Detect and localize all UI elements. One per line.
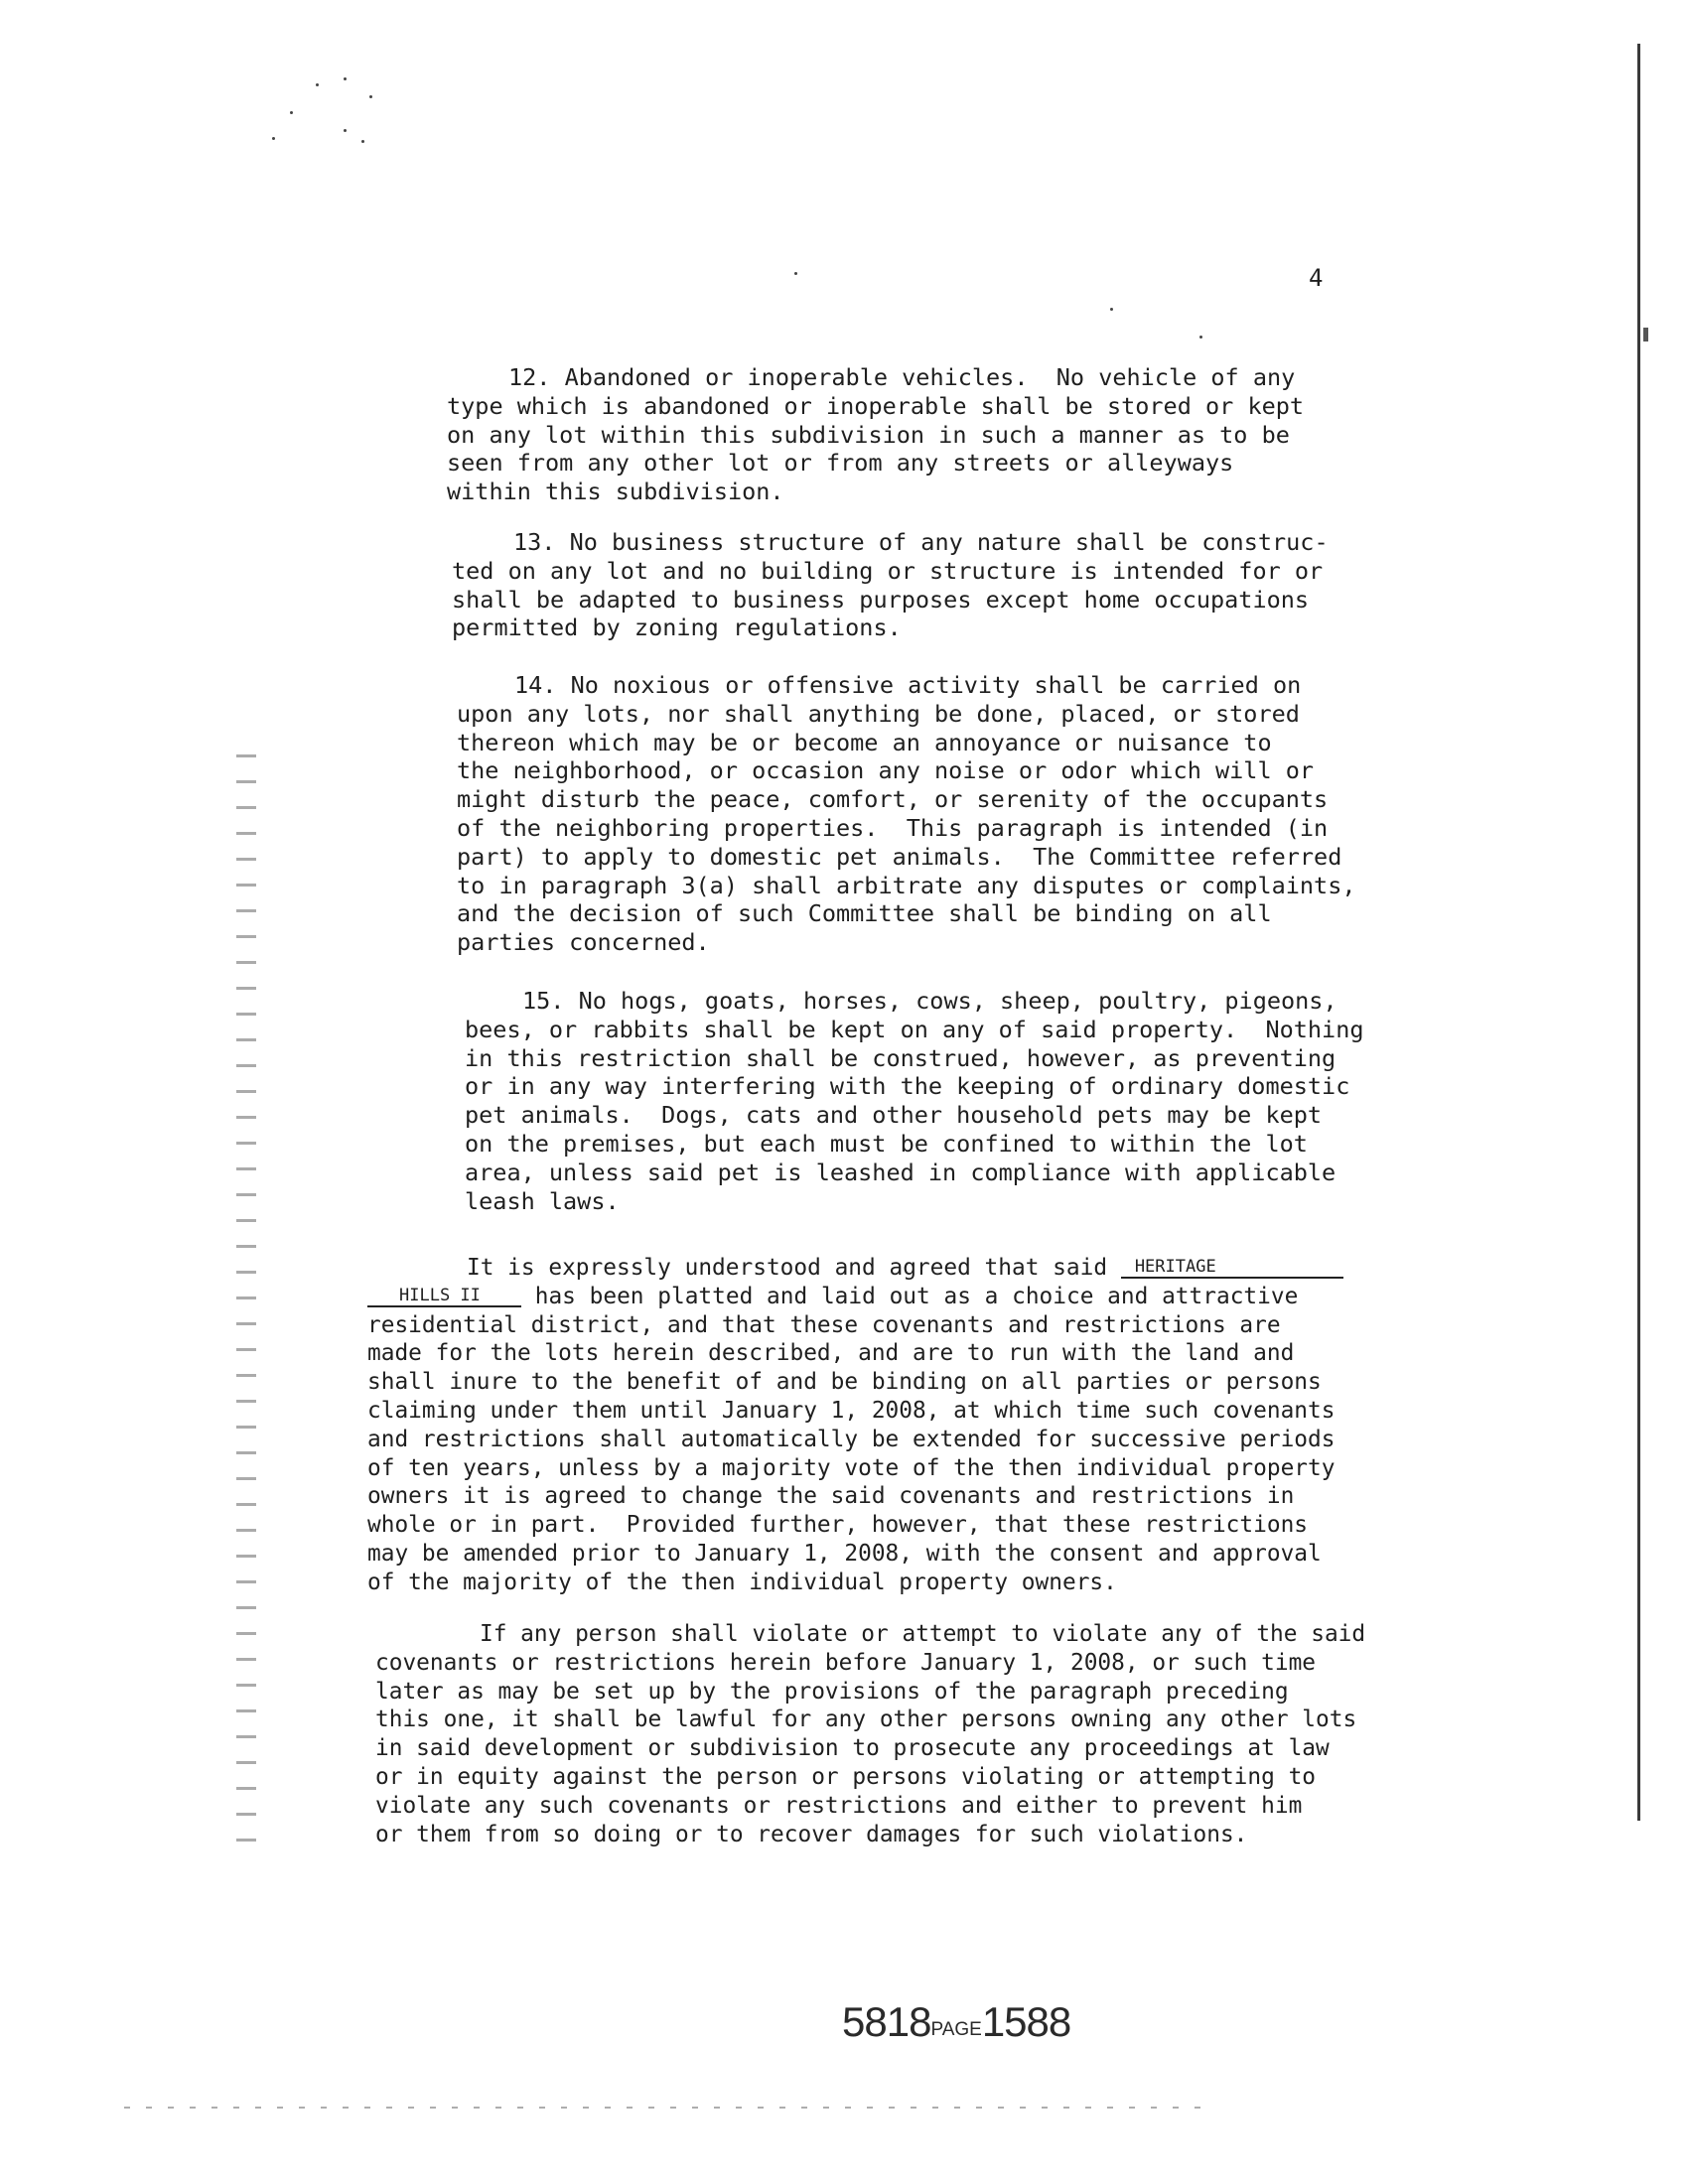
paragraph-line: might disturb the peace, comfort, or serenity of the occupants bbox=[457, 785, 1329, 814]
scan-dot bbox=[369, 95, 372, 98]
paragraph-line: or them from so doing or to recover damages for such violations. bbox=[375, 1821, 1248, 1847]
paragraph-line: 15. No hogs, goats, horses, cows, sheep, poultry, pigeons, bbox=[522, 987, 1337, 1015]
agreement-paragraph bbox=[367, 1254, 1343, 1597]
paragraph-line: 13. No business structure of any nature shall be construc- bbox=[513, 528, 1329, 556]
page-label: PAGE bbox=[930, 2019, 982, 2040]
paragraph-line: to in paragraph 3(a) shall arbitrate any disputes or complaints, bbox=[457, 871, 1356, 899]
paragraph-line: on any lot within this subdivision in such a manner as to be bbox=[447, 420, 1290, 449]
paragraph-line: bees, or rabbits shall be kept on any of said property. Nothing bbox=[465, 1015, 1364, 1043]
paragraph-line: of the majority of the then individual property owners. bbox=[367, 1569, 1117, 1595]
violation-paragraph bbox=[375, 1620, 1365, 1848]
paragraph-line: covenants or restrictions herein before January 1, 2008, or such time bbox=[375, 1649, 1317, 1676]
paragraph-line: ted on any lot and no building or structure is intended for or bbox=[452, 556, 1324, 585]
paragraph-line: area, unless said pet is leashed in compliance with applicable bbox=[465, 1158, 1336, 1186]
paragraph-line: later as may be set up by the provisions of the paragraph preceding bbox=[375, 1678, 1289, 1705]
paragraph-line: type which is abandoned or inoperable shall be stored or kept bbox=[447, 391, 1305, 420]
paragraph-line: or in any way interfering with the keeping of ordinary domestic bbox=[465, 1072, 1350, 1101]
paragraph-line: of ten years, unless by a majority vote of the then individual property bbox=[367, 1454, 1336, 1481]
paragraph-line: permitted by zoning regulations. bbox=[452, 614, 902, 642]
paragraph-line: in said development or subdivision to prosecute any proceedings at law bbox=[375, 1735, 1330, 1762]
paragraph-13 bbox=[452, 528, 1329, 642]
paragraph-line: part) to apply to domestic pet animals. The Committee referred bbox=[457, 842, 1342, 871]
paragraph-line: violate any such covenants or restrictions and either to prevent him bbox=[375, 1792, 1303, 1819]
agreement-first-line bbox=[467, 1254, 1343, 1283]
paragraph-line: this one, it shall be lawful for any other persons owning any other lots bbox=[375, 1706, 1357, 1733]
subdivision-name-blank-2: HILLS II bbox=[367, 1286, 521, 1307]
subdivision-name-blank-1: HERITAGE bbox=[1121, 1257, 1343, 1279]
scan-dot bbox=[344, 129, 347, 132]
scan-dot bbox=[344, 77, 347, 80]
scan-dot bbox=[316, 83, 319, 86]
paragraph-line: whole or in part. Provided further, however, that these restrictions bbox=[367, 1512, 1309, 1539]
paragraph-line: of the neighboring properties. This paragraph is intended (in bbox=[457, 813, 1329, 842]
paragraph-line: pet animals. Dogs, cats and other household pets may be kept bbox=[465, 1101, 1323, 1130]
scan-dot bbox=[1110, 308, 1113, 311]
paragraph-line: or in equity against the person or persons violating or attempting to bbox=[375, 1763, 1317, 1790]
paragraph-line: on the premises, but each must be confined to within the lot bbox=[465, 1129, 1308, 1158]
paragraph-line: parties concerned. bbox=[457, 928, 710, 957]
paragraph-line: seen from any other lot or from any streets or alleyways bbox=[447, 449, 1234, 478]
agreement-prefix: It is expressly understood and agreed that said bbox=[467, 1255, 1108, 1281]
scan-bottom-noise bbox=[124, 2107, 1216, 2109]
paragraph-line: within this subdivision. bbox=[447, 478, 784, 506]
paragraph-line: the neighborhood, or occasion any noise or odor which will or bbox=[457, 756, 1315, 785]
paragraph-line: owners it is agreed to change the said covenants and restrictions in bbox=[367, 1483, 1295, 1510]
paragraph-line: in this restriction shall be construed, however, as preventing bbox=[465, 1043, 1336, 1072]
paragraph-12 bbox=[447, 363, 1304, 506]
paragraph-line: and the decision of such Committee shall be binding on all bbox=[457, 899, 1272, 928]
scan-dot bbox=[1199, 336, 1202, 339]
book-number: 5818 bbox=[842, 1998, 931, 2045]
paragraph-line: If any person shall violate or attempt to violate any of the said bbox=[480, 1621, 1366, 1647]
paragraph-line: and restrictions shall automatically be extended for successive periods bbox=[367, 1426, 1336, 1452]
scan-dot bbox=[290, 111, 293, 114]
book-page-stamp bbox=[842, 1998, 1070, 2054]
paragraph-line: shall be adapted to business purposes except home occupations bbox=[452, 585, 1310, 614]
scan-speckles bbox=[236, 754, 256, 1856]
paragraph-line: upon any lots, nor shall anything be done, placed, or stored bbox=[457, 699, 1300, 728]
paragraph-line: 12. Abandoned or inoperable vehicles. No vehicle of any bbox=[508, 363, 1296, 391]
scan-dot bbox=[361, 140, 364, 143]
scan-edge-line bbox=[1637, 44, 1640, 1821]
scan-dot bbox=[794, 272, 797, 275]
paragraph-line: may be amended prior to January 1, 2008, with the consent and approval bbox=[367, 1540, 1322, 1567]
paragraph-line: residential district, and that these covenants and restrictions are bbox=[367, 1311, 1281, 1338]
paragraph-line: 14. No noxious or offensive activity shall be carried on bbox=[514, 671, 1302, 699]
paragraph-line: claiming under them until January 1, 2008, at which time such covenants bbox=[367, 1397, 1336, 1424]
agreement-second-line bbox=[367, 1283, 1343, 1311]
page-reference: 1588 bbox=[981, 1998, 1071, 2045]
paragraph-14 bbox=[457, 671, 1355, 957]
paragraph-line: leash laws. bbox=[465, 1186, 620, 1215]
paragraph-15 bbox=[465, 987, 1363, 1215]
agreement-suffix: has been platted and laid out as a choice and attractive bbox=[534, 1283, 1299, 1309]
scan-edge-mark bbox=[1643, 328, 1648, 341]
page-number: 4 bbox=[1309, 264, 1324, 292]
paragraph-line: made for the lots herein described, and are to run with the land and bbox=[367, 1340, 1295, 1367]
paragraph-line: thereon which may be or become an annoyance or nuisance to bbox=[457, 728, 1272, 756]
paragraph-line: shall inure to the benefit of and be binding on all parties or persons bbox=[367, 1369, 1322, 1396]
scan-dot bbox=[272, 137, 275, 140]
